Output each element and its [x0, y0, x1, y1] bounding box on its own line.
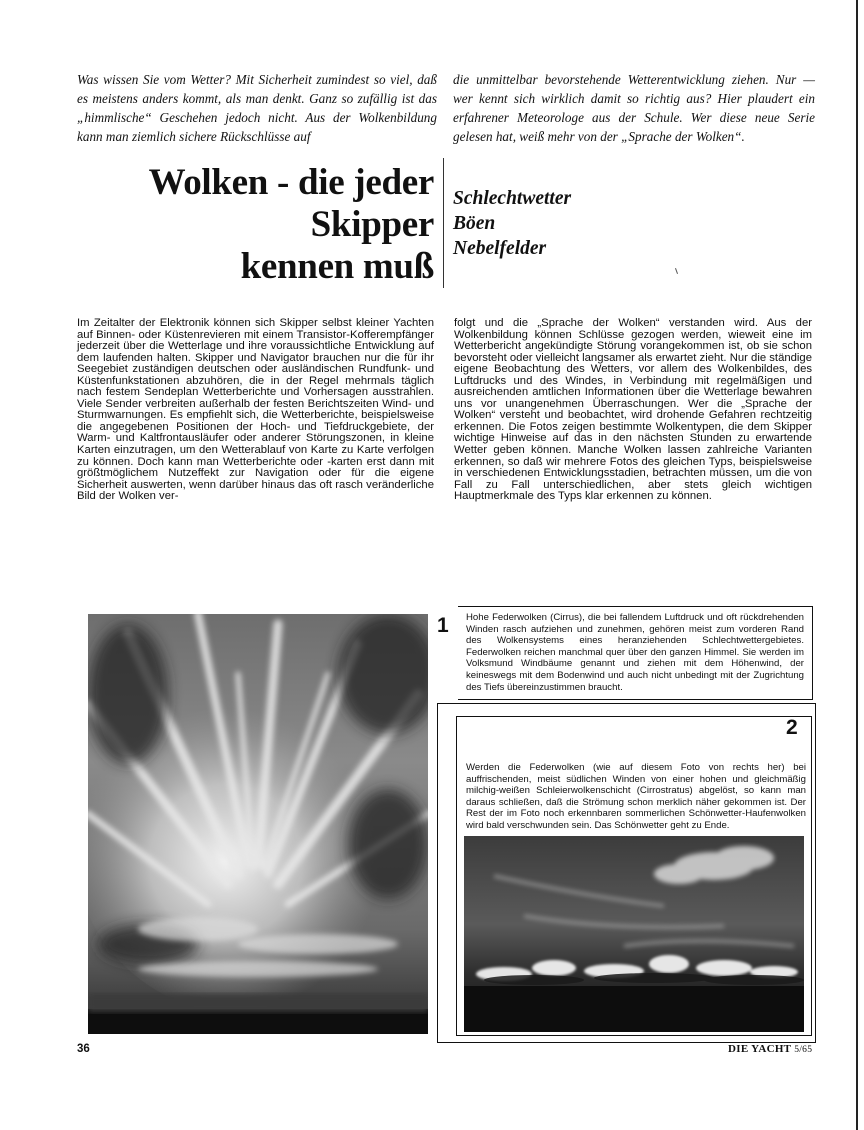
- issue-number: 5/65: [794, 1045, 813, 1055]
- intro-right-column: die unmittelbar bevorstehende Wetterentwicklung ziehen. Nur — wer kennt sich wirklich damit so richtig aus? Hier plaudert ein erfahrener Meteorologe aus der Schule. Wer diese neue Serie gelesen hat, weiß mehr von der „Sprache der Wolken“.: [453, 72, 815, 144]
- article-title: [120, 162, 434, 288]
- title-line-3: kennen muß: [240, 246, 434, 287]
- page-edge-line: [856, 0, 858, 1130]
- cirrostratus-cloud-photo: [464, 836, 804, 1032]
- figure-2-caption: Werden die Federwolken (wie auf diesem Foto von rechts her) bei auffrischenden, meist südlichen Winden von einer hohen und gleichmäßig milchig-weißen Schleierwolkenschicht (Cirrostratus) abgelöst, so kann man daraus schließen, daß die Strömung schon merklich näher gekommen ist. Der Rest der im Foto noch erkennbaren sommerlichen Schönwetter-Haufenwolken wird bald verschwunden sein. Das Schönwetter geht zu Ende.: [466, 762, 806, 831]
- body-left-column: Im Zeitalter der Elektronik können sich Skipper selbst kleiner Yachten auf Binnen- oder Küstenrevieren mit einem Transistor-Kofferempfänger jederzeit über die Wetterlage und ihre voraussichtliche Entwicklung auf dem laufenden halten. Skipper und Navigator brauchen nur die für ihr Seegebiet zuständigen deutschen oder ausländischen Rundfunk- und Küstenfunkstationen abzuhören, die in der Regel mehrmals täglich nach festem Sendeplan Wetterberichte und Vorhersagen ausstrahlen. Viele Sender verbreiten außerhalb der festen Berichtszeiten Wind- und Sturmwarnungen. Es empfiehlt sich, die Wetterberichte, beispielsweise die angegebenen Positionen der Hoch- und Tiefdruckgebiete, der Warm- und Kaltfrontausläufer oder anderer Störungszonen, in kleine Karten einzutragen, um den Wetterablauf von Karte zu Karte verfolgen zu können. Doch kann man Wetterberichte oder -karten erst dann mit größtmöglichem Nutzeffekt zur Navigation oder für die eigene Sicherheit auswerten, wenn darüber hinaus das oft rasch veränderliche Bild der Wolken ver-: [77, 317, 434, 503]
- title-divider: [443, 158, 444, 288]
- topic-list: [453, 186, 571, 261]
- magazine-name: DIE YACHT: [728, 1043, 792, 1055]
- body-right-column: folgt und die „Sprache der Wolken“ verstanden wird. Aus der Wolkenbildung können Schlüsse gezogen werden, wieweit eine im Wetterbericht angekündigte Störung vorangekommen ist, ob sie schon bevorsteht oder vielleicht langsamer als erwartet zieht. Nur die ständige eigene Beobachtung des Wetters, vor allem des Wolkenbildes, des Luftdrucks und des Windes, in Verbindung mit regelmäßigen und ausreichenden amtlichen Informationen über die Wetterlage bewahren uns vor unangenehmen Überraschungen. Wer die „Sprache der Wolken“ versteht und beobachtet, wird drohende Gefahren rechtzeitig erkennen. Die Fotos zeigen bestimmte Wolkentypen, die dem Skipper wichtige Hinweise auf das in den nächsten Stunden zu erwartende Wetter geben können. Manche Wolken lassen zahlreiche Varianten erkennen, so daß wir mehrere Fotos des gleichen Typs, beispielsweise in verschiedenen Entwicklungsstadien, betrachten müssen, um die von Fall zu Fall unterschiedlichen, aber stets gleich wichtigen Hauptmerkmale des Typs klar erkennen zu können.: [454, 317, 812, 503]
- figure-1-number: 1: [437, 614, 449, 637]
- title-line-1: Wolken - die jeder: [148, 162, 434, 203]
- page-number: 36: [77, 1043, 90, 1055]
- figure-2-number: 2: [786, 716, 798, 739]
- magazine-footer: [728, 1043, 812, 1055]
- topic-item: Nebelfelder: [453, 238, 547, 259]
- title-line-2: Skipper: [310, 204, 434, 245]
- topic-item: Schlechtwetter: [453, 188, 572, 209]
- figure-1-caption: Hohe Federwolken (Cirrus), die bei fallendem Luftdruck und oft rückdrehenden Winden rasch aufziehen und zunehmen, gehören meist zum vorderen Rand des Wolkensystems eines heranziehenden Schlechtwettergebietes. Federwolken reichen manchmal quer über den ganzen Himmel. Sie werden im Volksmund Windbäume genannt und ziehen mit dem Höhenwind, der keineswegs mit dem Bodenwind und auch nicht unbedingt mit der Zugrichtung des Tiefs übereinzustimmen braucht.: [466, 612, 804, 693]
- cirrus-cloud-photo: [88, 614, 428, 1034]
- topic-item: Böen: [453, 213, 496, 234]
- print-mark: [675, 268, 678, 274]
- intro-left-column: Was wissen Sie vom Wetter? Mit Sicherheit zumindest so viel, daß es meistens anders kommt, als man denkt. Ganz so zufällig ist das „himmlische“ Geschehen jedoch nicht. Aus der Wolkenbildung kann man ziemlich sichere Rückschlüsse auf: [77, 72, 437, 144]
